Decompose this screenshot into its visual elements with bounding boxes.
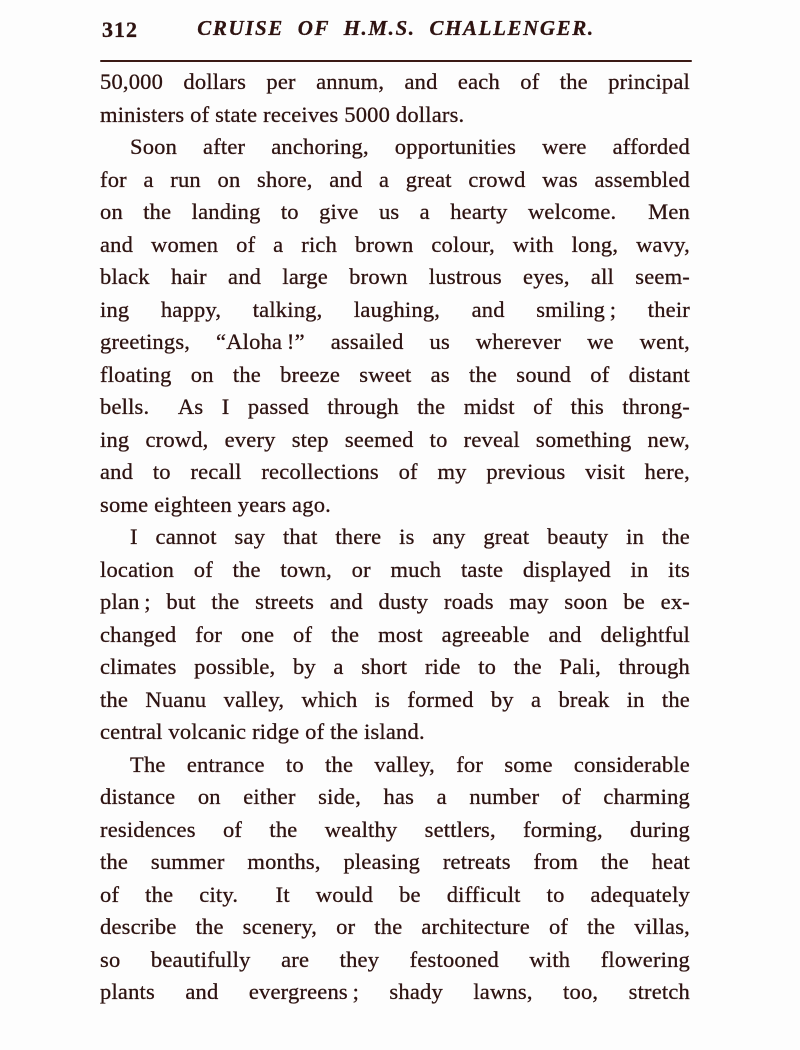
text-line: describe the scenery, or the architecture of the villas,: [100, 914, 690, 939]
text-line: changed for one of the most agreeable and delightful: [100, 621, 690, 647]
text-line: so beautifully are they festooned with flowering: [100, 946, 690, 972]
text-line: the Nuanu valley, which is formed by a break in the: [100, 686, 690, 712]
text-line: location of the town, or much taste displayed in its: [100, 556, 690, 582]
text-line: Soon after anchoring, opportunities were afforded: [130, 134, 690, 159]
text-line: plants and evergreens ; shady lawns, too, stretch: [100, 979, 690, 1004]
text-line: The entrance to the valley, for some considerable: [130, 751, 690, 777]
page-body: [100, 66, 690, 1009]
text-line: and women of a rich brown colour, with long, wavy,: [100, 231, 690, 257]
text-line: on the landing to give us a hearty welcome. Men: [100, 199, 690, 224]
text-line: the summer months, pleasing retreats from the heat: [100, 849, 690, 874]
text-line: bells. As I passed through the midst of this throng-: [100, 394, 690, 419]
text-line: distance on either side, has a number of charming: [100, 784, 690, 809]
running-title: CRUISE OF H.M.S. CHALLENGER.: [197, 16, 595, 40]
text-line: 50,000 dollars per annum, and each of the principal: [100, 69, 690, 94]
text-line: I cannot say that there is any great beauty in the: [130, 524, 690, 549]
text-line: residences of the wealthy settlers, forming, during: [100, 816, 690, 842]
page-header: [100, 16, 692, 46]
text-line: some eighteen years ago.: [100, 491, 331, 517]
text-line: and to recall recollections of my previous visit here,: [100, 459, 690, 484]
text-line: plan ; but the streets and dusty roads may soon be ex-: [100, 589, 690, 614]
text-line: floating on the breeze sweet as the sound of distant: [100, 361, 690, 387]
text-line: ministers of state receives 5000 dollars.: [100, 101, 465, 127]
text-line: of the city. It would be difficult to adequately: [100, 881, 690, 907]
text-line: black hair and large brown lustrous eyes, all seem-: [100, 264, 690, 289]
text-line: climates possible, by a short ride to the Pali, through: [100, 654, 690, 679]
text-line: ing happy, talking, laughing, and smiling ; their: [100, 296, 690, 322]
page-number: 312: [102, 17, 138, 42]
text-line: for a run on shore, and a great crowd was assembled: [100, 166, 690, 192]
text-line: central volcanic ridge of the island.: [100, 719, 425, 744]
text-line: greetings, “Aloha !” assailed us wherever we went,: [100, 329, 690, 354]
header-rule: [100, 60, 692, 62]
text-line: ing crowd, every step seemed to reveal something new,: [100, 426, 690, 452]
